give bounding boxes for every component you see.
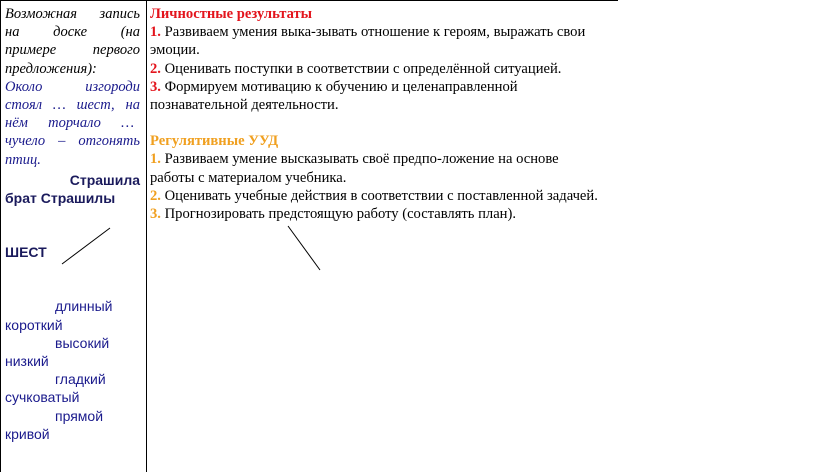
intro-line: на доске (на bbox=[5, 24, 140, 41]
personal-item: 1. Развиваем умения выка-зывать отношение к героям, выражать свои эмоции. bbox=[150, 24, 586, 59]
left-cell bbox=[5, 5, 140, 443]
strashila-word: Страшила bbox=[69, 171, 140, 188]
regulatory-item: 3. Прогнозировать предстоящую работу (составлять план). bbox=[150, 206, 516, 223]
right-cell bbox=[150, 5, 600, 223]
table-left-border bbox=[0, 0, 1, 472]
example-sentence: Около изгороди стоял … шест, на нём торчало … чучело – отгонять птиц. bbox=[5, 78, 140, 168]
regulatory-item: 1. Развиваем умение высказывать своё предпо-ложение на основе работы с материалом учебника. bbox=[150, 151, 559, 186]
regulatory-heading: Регулятивные УУД bbox=[150, 133, 279, 150]
antonym-word: длинный bbox=[55, 298, 113, 315]
antonym-word: короткий bbox=[5, 316, 63, 333]
antonym-word: гладкий bbox=[55, 371, 106, 388]
intro-line: предложения): bbox=[5, 60, 97, 77]
antonym-word: прямой bbox=[55, 407, 104, 424]
intro-line: примере первого bbox=[5, 42, 140, 59]
intro-line: Возможная запись bbox=[5, 6, 140, 22]
shest-word: ШЕСТ bbox=[5, 244, 47, 261]
antonym-list bbox=[5, 297, 140, 443]
personal-item: 2. Оценивать поступки в соответствии с определённой ситуацией. bbox=[150, 60, 562, 77]
table-column-divider bbox=[146, 0, 147, 472]
personal-results-heading: Личностные результаты bbox=[150, 6, 313, 22]
personal-item: 3. Формируем мотивацию к обучению и целенаправленной познавательной деятельности. bbox=[150, 78, 518, 114]
antonym-word: высокий bbox=[55, 334, 110, 351]
strashila-brother: брат Страшилы bbox=[5, 190, 116, 207]
intro-block bbox=[5, 5, 140, 78]
table-top-border bbox=[0, 0, 618, 1]
antonym-word: низкий bbox=[5, 353, 49, 370]
antonym-word: сучковатый bbox=[5, 389, 80, 406]
regulatory-item: 2. Оценивать учебные действия в соответствии с поставленной задачей. bbox=[150, 187, 598, 204]
antonym-word: кривой bbox=[5, 425, 50, 442]
forecast-stroke bbox=[288, 226, 320, 270]
